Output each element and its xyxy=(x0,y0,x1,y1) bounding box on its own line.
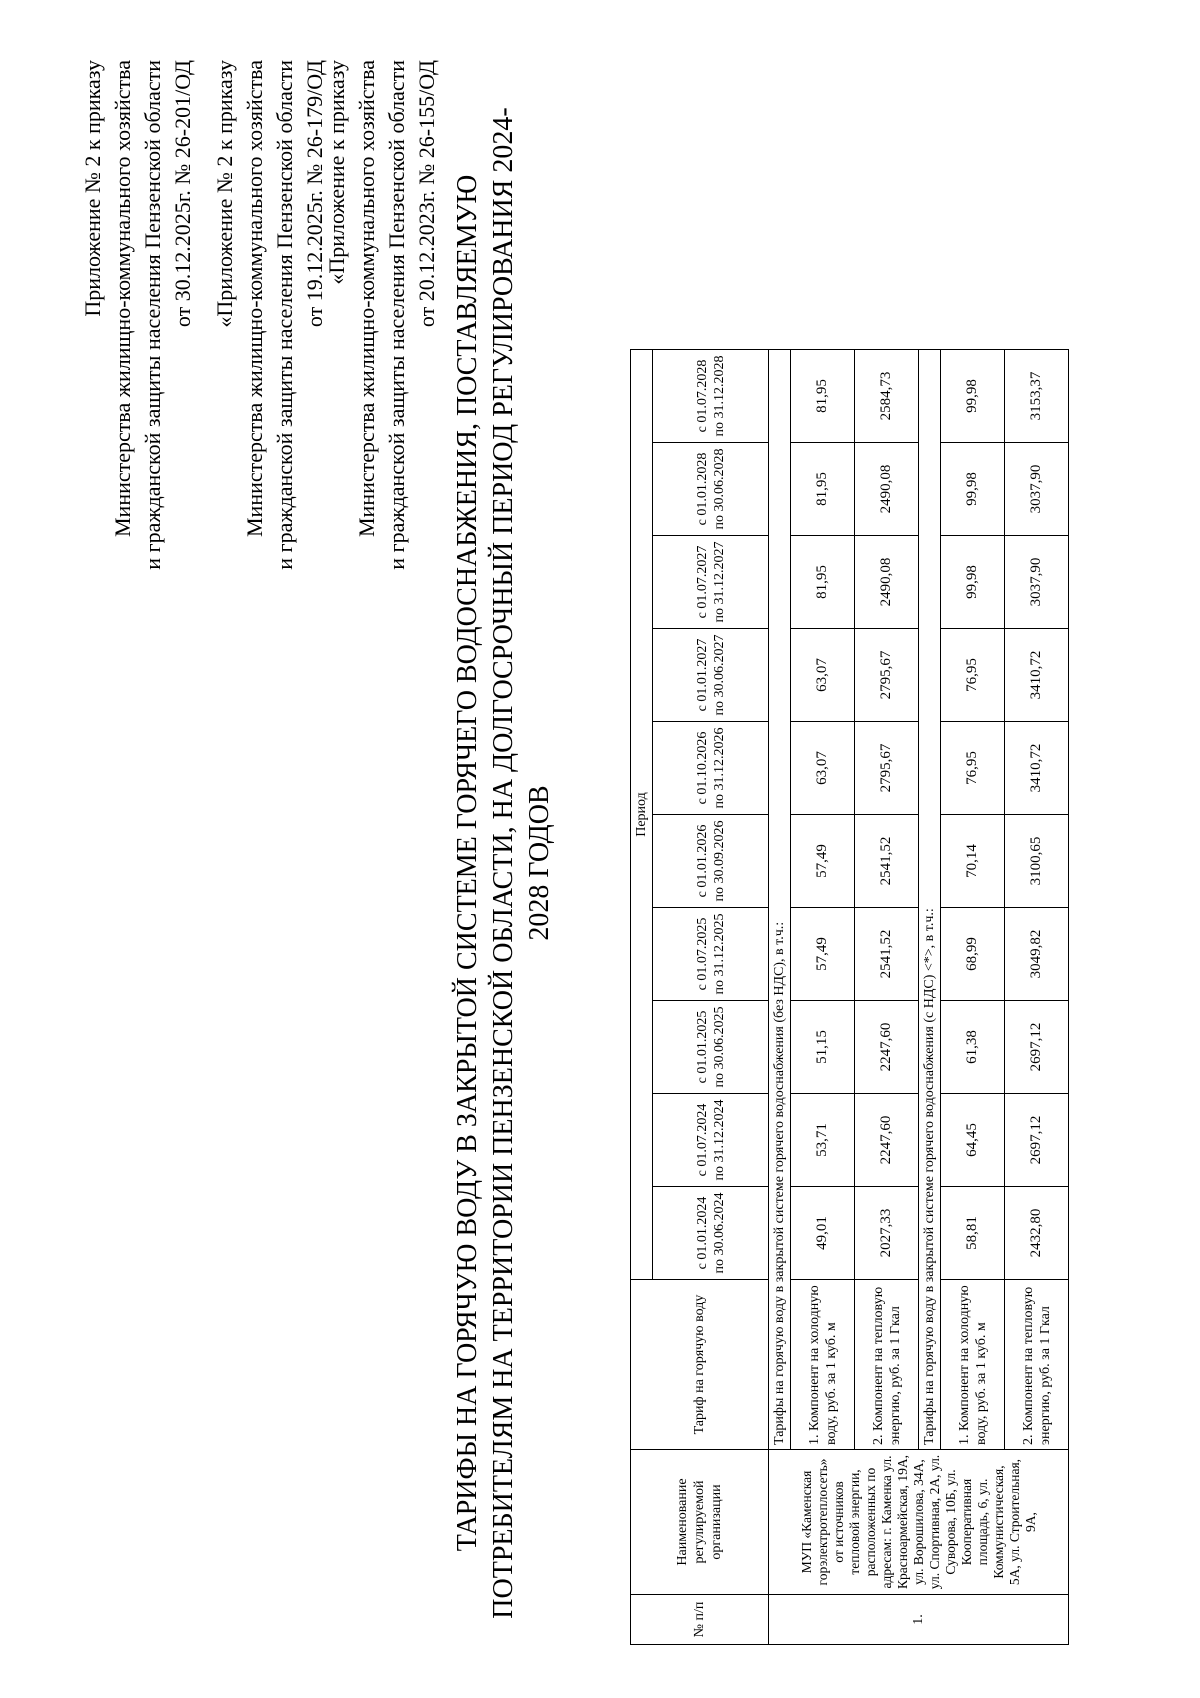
tariff-value: 99,98 xyxy=(941,536,1005,629)
tariff-value: 2490,08 xyxy=(855,536,919,629)
title-line: ТАРИФЫ НА ГОРЯЧУЮ ВОДУ В ЗАКРЫТОЙ СИСТЕМЕ ГОРЯЧЕГО ВОДОСНАБЖЕНИЯ, ПОСТАВЛЯЕМУЮ xyxy=(452,174,483,1552)
section-heading-without-vat: Тарифы на горячую воду в закрытой системе горячего водоснабжения (без НДС), в т.ч.: xyxy=(769,350,791,1450)
period-header: с 01.01.2026 по 30.09.2026 xyxy=(653,815,769,908)
tariff-value: 2541,52 xyxy=(855,908,919,1001)
period-header: с 01.01.2024 по 30.06.2024 xyxy=(653,1187,769,1280)
tariff-value: 2490,08 xyxy=(855,443,919,536)
title-line: 2028 ГОДОВ xyxy=(524,785,555,941)
period-header: с 01.07.2028 по 31.12.2028 xyxy=(653,350,769,443)
tariff-value: 3410,72 xyxy=(1005,629,1069,722)
tariff-label: 1. Компонент на холодную воду, руб. за 1 куб. м xyxy=(941,1280,1005,1450)
tariff-table xyxy=(630,349,1069,1645)
tariff-value: 57,49 xyxy=(791,908,855,1001)
tariff-value: 49,01 xyxy=(791,1187,855,1280)
tariff-value: 57,49 xyxy=(791,815,855,908)
tariff-value: 99,98 xyxy=(941,350,1005,443)
header-line: Приложение № 2 к приказу xyxy=(80,60,105,317)
tariff-value: 2697,12 xyxy=(1005,1094,1069,1187)
period-header: с 01.10.2026 по 31.12.2026 xyxy=(653,722,769,815)
period-header: с 01.01.2027 по 30.06.2027 xyxy=(653,629,769,722)
original-order-reference xyxy=(322,60,442,570)
tariff-value: 3049,82 xyxy=(1005,908,1069,1001)
tariff-value: 64,45 xyxy=(941,1094,1005,1187)
header-line: от 20.12.2023г. № 26-155/ОД xyxy=(414,60,439,328)
header-period: Период xyxy=(631,350,653,1280)
header-organization: Наименование регулируемой организации xyxy=(631,1450,769,1595)
title-line: ПОТРЕБИТЕЛЯМ НА ТЕРРИТОРИИ ПЕНЗЕНСКОЙ ОБЛАСТИ, НА ДОЛГОСРОЧНЫЙ ПЕРИОД РЕГУЛИРОВАНИЯ 2024- xyxy=(488,107,519,1619)
period-header: с 01.07.2024 по 31.12.2024 xyxy=(653,1094,769,1187)
header-tariff: Тариф на горячую воду xyxy=(631,1280,769,1450)
period-header: с 01.01.2028 по 30.06.2028 xyxy=(653,443,769,536)
tariff-value: 2584,73 xyxy=(855,350,919,443)
tariff-value: 2027,33 xyxy=(855,1187,919,1280)
header-line: от 30.12.2025г. № 26-201/ОД xyxy=(170,60,195,328)
header-line: от 19.12.2025г. № 26-179/ОД xyxy=(302,60,327,328)
header-line: и гражданской защиты населения Пензенской области xyxy=(140,60,165,570)
tariff-value: 2432,80 xyxy=(1005,1187,1069,1280)
tariff-value: 2247,60 xyxy=(855,1094,919,1187)
tariff-value: 99,98 xyxy=(941,443,1005,536)
tariff-value: 81,95 xyxy=(791,443,855,536)
tariff-value: 76,95 xyxy=(941,722,1005,815)
tariff-label: 2. Компонент на тепловую энергию, руб. за 1 Гкал xyxy=(855,1280,919,1450)
order-reference-header xyxy=(78,60,198,570)
row-number: 1. xyxy=(769,1595,1069,1645)
section-heading-with-vat: Тарифы на горячую воду в закрытой системе горячего водоснабжения (с НДС) <*>, в т.ч.: xyxy=(919,350,941,1450)
organization-name: МУП «Каменская горэлектротеплосеть» от источников тепловой энергии, расположенных по адресам: г. Каменка ул. Красноармейская, 19А, ул. Ворошилова, 34А, ул. Спортивная, 2А, ул. Суворова, 10Б, ул. Кооперативная площадь, 6, ул. Коммунистическая, 5А, ул. Строительная, 9А, xyxy=(769,1450,1069,1595)
tariff-value: 81,95 xyxy=(791,350,855,443)
tariff-value: 58,81 xyxy=(941,1187,1005,1280)
tariff-value: 61,38 xyxy=(941,1001,1005,1094)
tariff-value: 3100,65 xyxy=(1005,815,1069,908)
header-line: Министерства жилищно-коммунального хозяйства xyxy=(354,60,379,538)
tariff-value: 3153,37 xyxy=(1005,350,1069,443)
tariff-value: 3410,72 xyxy=(1005,722,1069,815)
header-number: № п/п xyxy=(631,1595,769,1645)
tariff-label: 1. Компонент на холодную воду, руб. за 1 куб. м xyxy=(791,1280,855,1450)
tariff-value: 3037,90 xyxy=(1005,443,1069,536)
previous-order-reference xyxy=(210,60,330,570)
period-header: с 01.01.2025 по 30.06.2025 xyxy=(653,1001,769,1094)
tariff-value: 3037,90 xyxy=(1005,536,1069,629)
document-title xyxy=(450,68,558,1658)
tariff-value: 2795,67 xyxy=(855,629,919,722)
period-header: с 01.07.2025 по 31.12.2025 xyxy=(653,908,769,1001)
tariff-value: 2697,12 xyxy=(1005,1001,1069,1094)
tariff-value: 2541,52 xyxy=(855,815,919,908)
tariff-value: 51,15 xyxy=(791,1001,855,1094)
tariff-value: 70,14 xyxy=(941,815,1005,908)
tariff-value: 2795,67 xyxy=(855,722,919,815)
tariff-label: 2. Компонент на тепловую энергию, руб. за 1 Гкал xyxy=(1005,1280,1069,1450)
period-header: с 01.07.2027 по 31.12.2027 xyxy=(653,536,769,629)
header-line: «Приложение № 2 к приказу xyxy=(212,60,237,328)
header-line: Министерства жилищно-коммунального хозяйства xyxy=(242,60,267,538)
header-line: «Приложение к приказу xyxy=(324,60,349,285)
tariff-value: 53,71 xyxy=(791,1094,855,1187)
header-line: и гражданской защиты населения Пензенской области xyxy=(384,60,409,570)
tariff-value: 76,95 xyxy=(941,629,1005,722)
tariff-value: 63,07 xyxy=(791,629,855,722)
tariff-value: 63,07 xyxy=(791,722,855,815)
tariff-value: 68,99 xyxy=(941,908,1005,1001)
tariff-value: 2247,60 xyxy=(855,1001,919,1094)
header-line: Министерства жилищно-коммунального хозяйства xyxy=(110,60,135,538)
tariff-value: 81,95 xyxy=(791,536,855,629)
header-line: и гражданской защиты населения Пензенской области xyxy=(272,60,297,570)
